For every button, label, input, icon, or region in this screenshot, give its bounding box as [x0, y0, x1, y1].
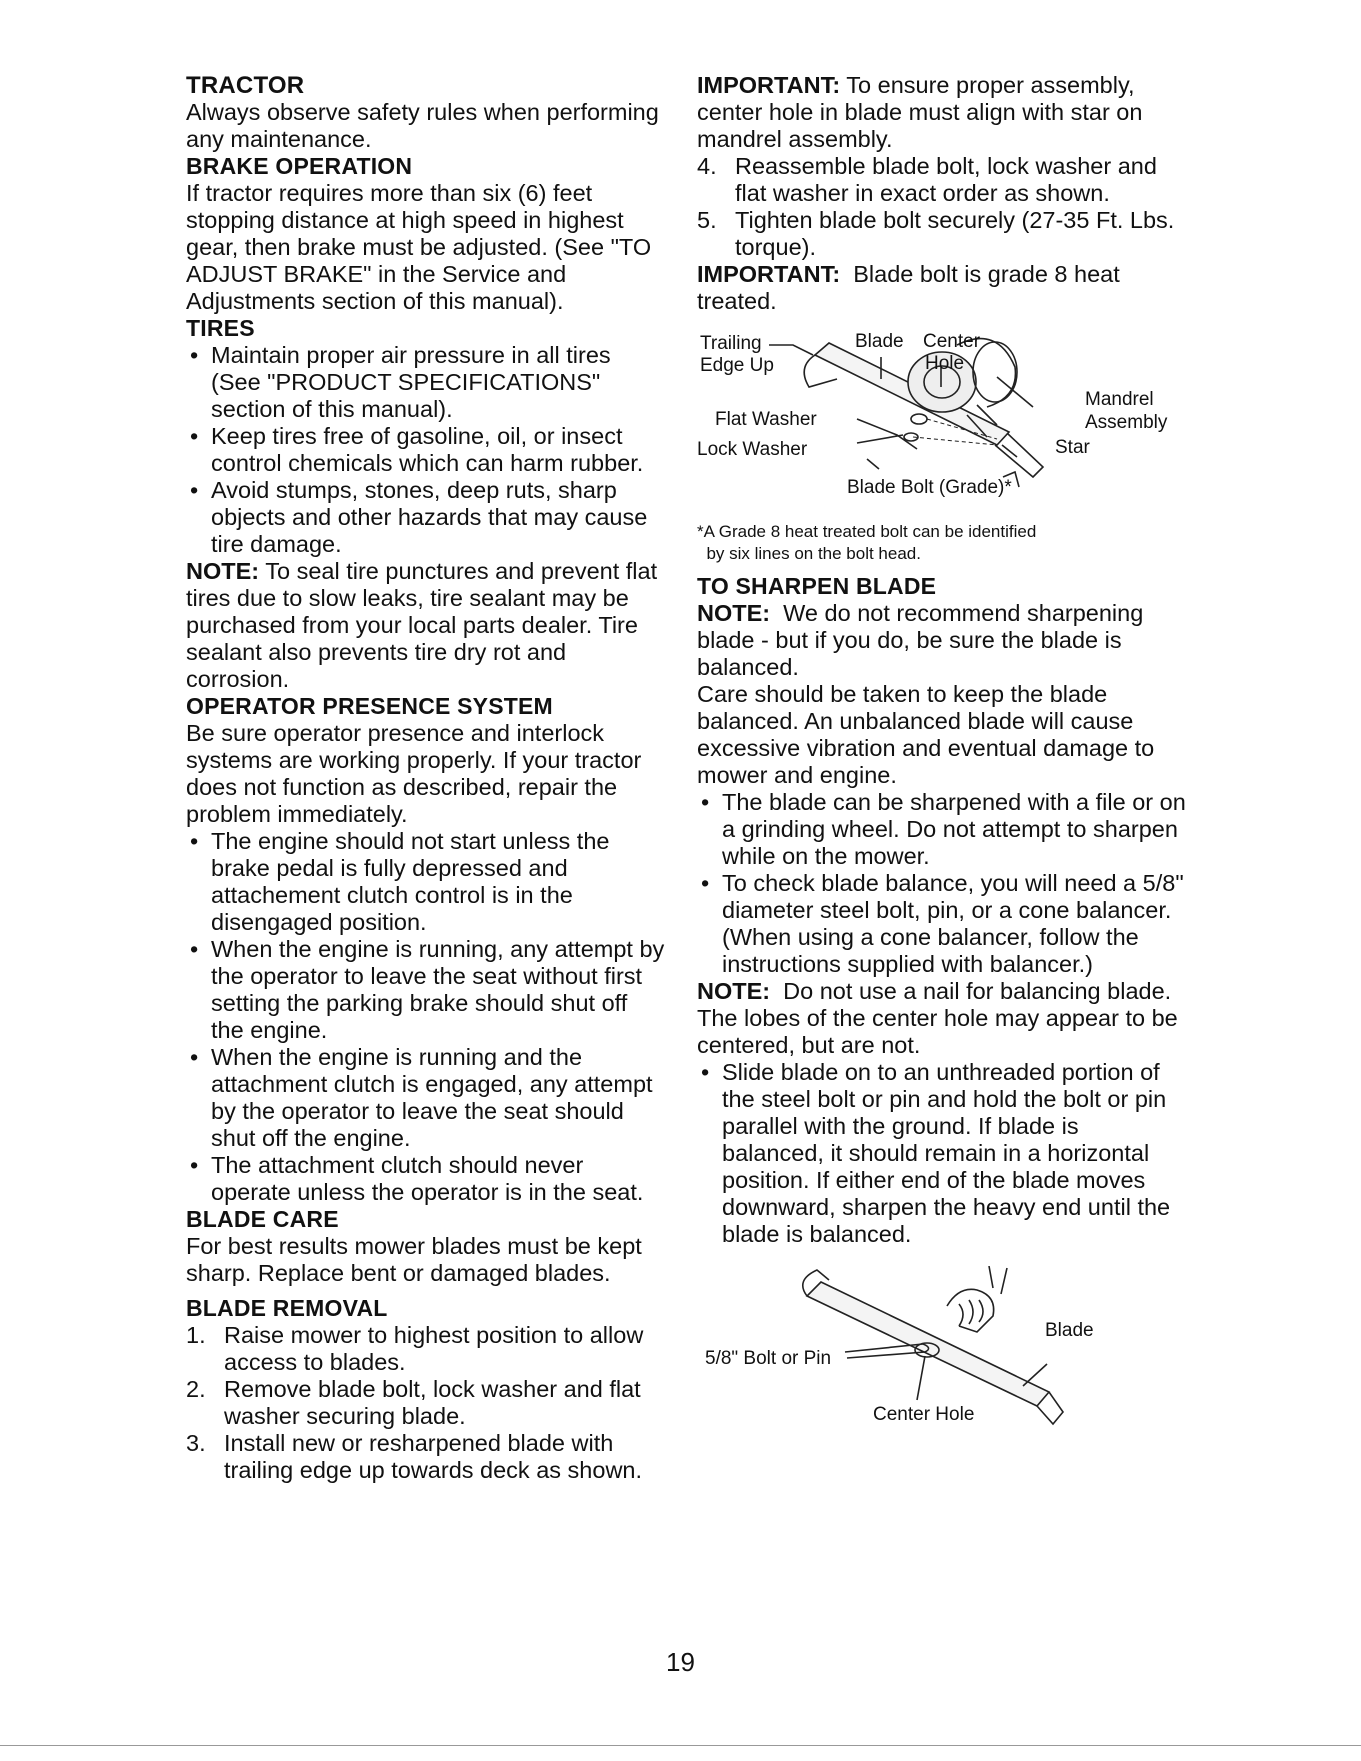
list-item: • When the engine is running and the attachment clutch is engaged, any attempt by the operator to leave the seat should shut off the engine. — [186, 1044, 666, 1152]
bottom-rule — [0, 1745, 1361, 1746]
ops-list — [186, 828, 666, 1206]
label-mandrel: Mandrel — [1085, 389, 1154, 410]
label-blade-bolt: Blade Bolt (Grade)* — [847, 477, 1012, 498]
label-hole: Hole — [925, 353, 965, 374]
list-item: 1. Raise mower to highest position to allow access to blades. — [186, 1322, 644, 1375]
label-trailing: Trailing — [700, 333, 762, 354]
list-item: • To check blade balance, you will need a 5/8" diameter steel bolt, pin, or a cone balancer. (When using a cone balancer, follow the instructions supplied with balancer.) — [697, 870, 1187, 978]
tires-note — [186, 558, 666, 693]
sharpen-note: NOTE: We do not recommend sharpening blade - but if you do, be sure the blade is balanced. — [697, 600, 1144, 680]
tractor-text: Always observe safety rules when performing any maintenance. — [186, 99, 659, 152]
removal-heading: BLADE REMOVAL — [186, 1295, 388, 1321]
label-assembly: Assembly — [1085, 412, 1168, 433]
list-item: 4. Reassemble blade bolt, lock washer and flat washer in exact order as shown. — [697, 153, 1157, 206]
reassembly-steps — [697, 153, 1187, 261]
balance-note: NOTE: Do not use a nail for balancing blade. The lobes of the center hole may appear to be centered, but are not. — [697, 978, 1178, 1058]
blade-balance-figure — [697, 1266, 1187, 1441]
label-center: Center — [923, 331, 981, 352]
removal-steps — [186, 1322, 666, 1484]
list-item: • Keep tires free of gasoline, oil, or insect control chemicals which can harm rubber. — [186, 423, 666, 477]
note-text: To seal tire punctures and prevent flat tires due to slow leaks, tire sealant may be purchased from your local parts dealer. Tire sealant also prevents tire dry rot and corrosion. — [186, 558, 658, 692]
sharpen-heading: TO SHARPEN BLADE — [697, 573, 937, 599]
care-heading: BLADE CARE — [186, 1206, 339, 1232]
care-text: For best results mower blades must be kept sharp. Replace bent or damaged blades. — [186, 1233, 642, 1286]
figure-footnote: *A Grade 8 heat treated bolt can be identified by six lines on the bolt head. — [697, 522, 1037, 563]
list-item: • The attachment clutch should never operate unless the operator is in the seat. — [186, 1152, 666, 1206]
blade-assembly-figure — [697, 327, 1187, 517]
right-column — [697, 72, 1187, 1441]
label-bolt-pin: 5/8" Bolt or Pin — [705, 1348, 832, 1369]
tires-list — [186, 342, 666, 558]
list-item: • Avoid stumps, stones, deep ruts, sharp objects and other hazards that may cause tire damage. — [186, 477, 666, 558]
list-item: 3. Install new or resharpened blade with trailing edge up towards deck as shown. — [186, 1430, 643, 1483]
list-item: 2. Remove blade bolt, lock washer and flat washer securing blade. — [186, 1376, 641, 1429]
label-edge-up: Edge Up — [700, 355, 774, 376]
page-number: 19 — [666, 1647, 695, 1677]
brake-text: If tractor requires more than six (6) feet stopping distance at high speed in highest gear, then brake must be adjusted. (See "TO ADJUST BRAKE" in the Service and Adjustments section of this manual). — [186, 180, 652, 314]
label-star: Star — [1055, 437, 1090, 458]
note-label: NOTE: — [186, 558, 260, 584]
label-flat-washer: Flat Washer — [715, 409, 817, 430]
brake-heading: BRAKE OPERATION — [186, 153, 413, 179]
sharpen-list — [697, 789, 1187, 978]
list-item: • Maintain proper air pressure in all tires (See "PRODUCT SPECIFICATIONS" section of this manual). — [186, 342, 666, 423]
left-column — [186, 72, 666, 1484]
list-item: • The blade can be sharpened with a file or on a grinding wheel. Do not attempt to sharpen while on the mower. — [697, 789, 1187, 870]
label-lock-washer: Lock Washer — [697, 439, 808, 460]
ops-heading: OPERATOR PRESENCE SYSTEM — [186, 693, 553, 719]
sharpen-text: Care should be taken to keep the blade balanced. An unbalanced blade will cause excessive vibration and eventual damage to mower and engine. — [697, 681, 1155, 788]
list-item: • The engine should not start unless the brake pedal is fully depressed and attachement clutch control is in the disengaged position. — [186, 828, 666, 936]
important-note-1: IMPORTANT: To ensure proper assembly, center hole in blade must align with star on mandrel assembly. — [697, 72, 1143, 152]
tractor-heading: TRACTOR — [186, 72, 305, 99]
ops-text: Be sure operator presence and interlock systems are working properly. If your tractor does not function as described, repair the problem immediately. — [186, 720, 642, 827]
label-center-hole: Center Hole — [873, 1404, 975, 1425]
important-note-2: IMPORTANT: Blade bolt is grade 8 heat treated. — [697, 261, 1120, 314]
list-item: • When the engine is running, any attempt by the operator to leave the seat without first setting the parking brake should shut off the engine. — [186, 936, 666, 1044]
list-item: • Slide blade on to an unthreaded portion of the steel bolt or pin and hold the bolt or pin parallel with the ground. If blade is balanced, it should remain in a horizontal position. If either end of the blade moves downward, sharpen the heavy end until the blade is balanced. — [697, 1059, 1187, 1248]
tires-heading: TIRES — [186, 315, 255, 341]
list-item: 5. Tighten blade bolt securely (27-35 Ft. Lbs. torque). — [697, 207, 1175, 260]
label-blade: Blade — [855, 331, 904, 352]
label-blade: Blade — [1045, 1320, 1094, 1341]
balance-list — [697, 1059, 1187, 1248]
